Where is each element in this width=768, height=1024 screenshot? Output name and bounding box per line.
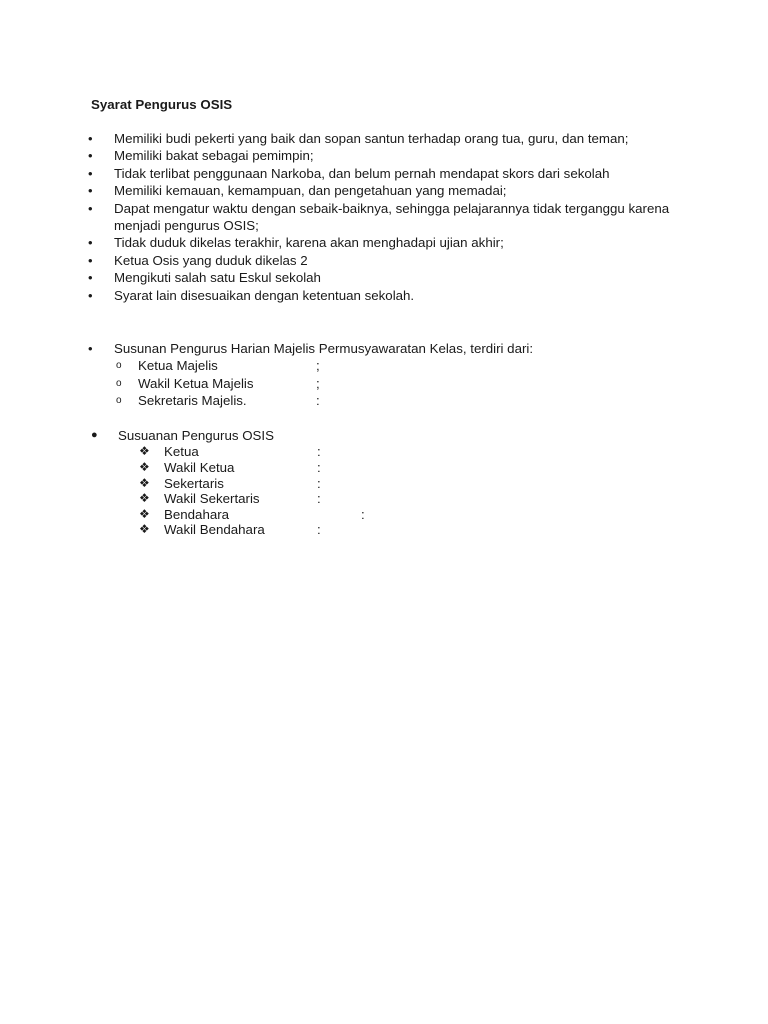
bullet-icon: • <box>88 165 93 181</box>
list-item: ❖ Bendahara : <box>139 506 365 522</box>
bullet-icon: • <box>88 341 93 356</box>
diamond-marker-icon: ❖ <box>139 444 150 459</box>
circle-marker-icon: o <box>116 360 122 372</box>
list-item: • Tidak duduk dikelas terakhir, karena akan menghadapi ujian akhir; <box>88 235 504 251</box>
requirements-list <box>88 130 688 304</box>
list-item: ❖ Ketua : <box>139 444 321 460</box>
diamond-marker-icon: ❖ <box>139 506 150 521</box>
list-item: ❖ Sekertaris : <box>139 475 321 491</box>
list-item: o Ketua Majelis ; <box>116 358 320 374</box>
osis-heading: ● Susuanan Pengurus OSIS <box>91 428 274 443</box>
diamond-marker-icon: ❖ <box>139 491 150 506</box>
circle-marker-icon: o <box>116 395 122 407</box>
osis-structure-section <box>91 427 691 538</box>
bullet-icon: • <box>88 131 93 146</box>
mpk-roles-list <box>88 357 688 409</box>
list-item: • Memiliki kemauan, kemampuan, dan pengetahuan yang memadai; <box>88 183 507 199</box>
diamond-marker-icon: ❖ <box>139 522 150 537</box>
list-item: ❖ Wakil Sekertaris : <box>139 491 321 507</box>
bullet-icon: • <box>88 270 93 286</box>
list-item: • Memiliki budi pekerti yang baik dan sopan santun terhadap orang tua, guru, dan teman; <box>88 131 629 146</box>
mpk-heading: • Susunan Pengurus Harian Majelis Permusyawaratan Kelas, terdiri dari: <box>88 341 534 356</box>
list-item: ❖ Wakil Ketua : <box>139 460 321 475</box>
bullet-icon: ● <box>91 429 98 441</box>
list-item: ❖ Wakil Bendahara : <box>139 522 321 538</box>
osis-roles-list <box>91 444 691 538</box>
document-title: Syarat Pengurus OSIS <box>91 97 233 112</box>
bullet-icon: • <box>88 235 93 251</box>
circle-marker-icon: o <box>116 377 122 389</box>
diamond-marker-icon: ❖ <box>139 475 150 490</box>
list-item: • Memiliki bakat sebagai pemimpin; <box>88 148 314 164</box>
bullet-icon: • <box>88 183 93 199</box>
list-item: • Tidak terlibat penggunaan Narkoba, dan belum pernah mendapat skors dari sekolah <box>88 165 610 181</box>
mpk-structure-section <box>88 340 688 410</box>
list-item: o Sekretaris Majelis. : <box>116 393 320 409</box>
list-item: • Dapat mengatur waktu dengan sebaik-baiknya, sehingga pelajarannya tidak terganggu karena menjadi pengurus OSIS; <box>88 200 670 234</box>
list-item: • Ketua Osis yang duduk dikelas 2 <box>88 252 308 268</box>
bullet-icon: • <box>88 252 93 268</box>
list-item: o Wakil Ketua Majelis ; <box>116 375 320 391</box>
list-item: • Mengikuti salah satu Eskul sekolah <box>88 270 321 286</box>
bullet-icon: • <box>88 287 93 303</box>
bullet-icon: • <box>88 200 93 216</box>
bullet-icon: • <box>88 148 93 164</box>
list-item: • Syarat lain disesuaikan dengan ketentuan sekolah. <box>88 287 415 303</box>
diamond-marker-icon: ❖ <box>139 460 150 474</box>
